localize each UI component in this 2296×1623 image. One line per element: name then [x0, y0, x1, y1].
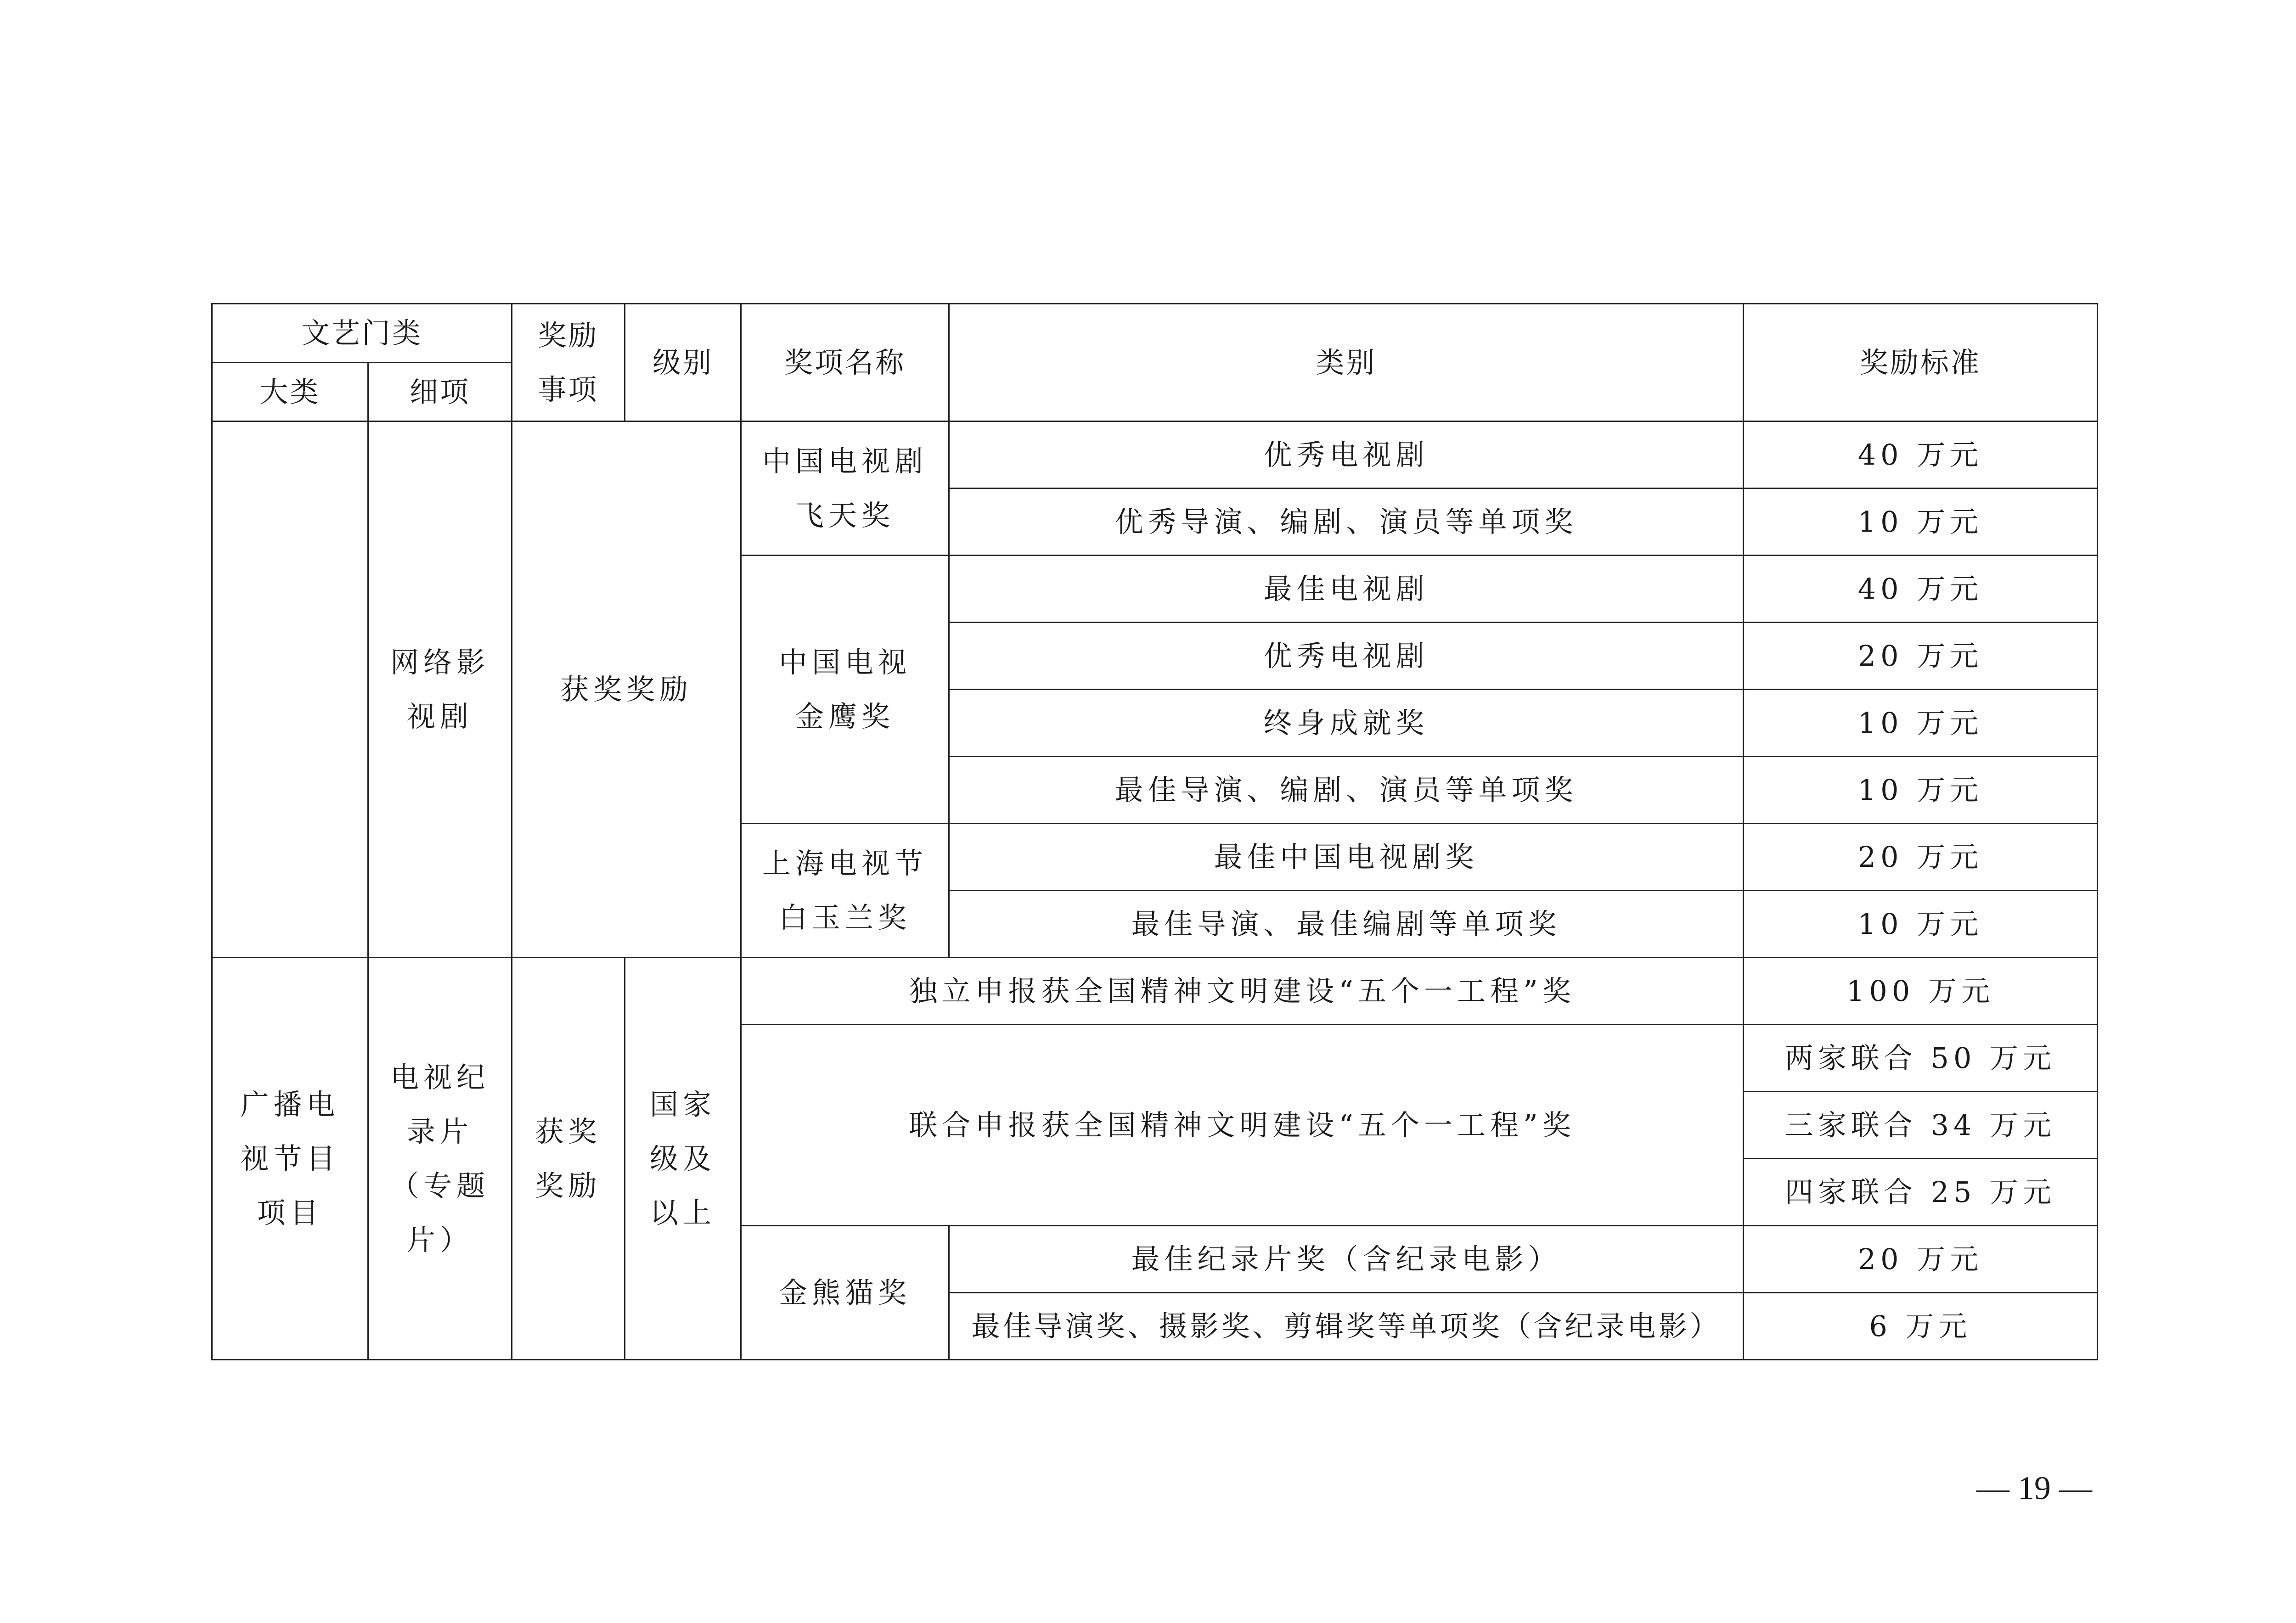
amount-cell: 40 万元 — [1744, 556, 2098, 623]
award-standard-table — [211, 303, 2098, 1360]
category-cell: 最佳导演奖、摄影奖、剪辑奖等单项奖（含纪录电影） — [949, 1293, 1744, 1360]
category-cell: 最佳导演、最佳编剧等单项奖 — [949, 891, 1744, 958]
section2-minor — [368, 958, 512, 1360]
header-award-item-line1: 奖励 — [538, 318, 599, 352]
section2-level — [625, 958, 741, 1360]
section2-minor-line2: 录片 — [407, 1114, 473, 1148]
header-major: 大类 — [212, 363, 368, 421]
header-standard: 奖励标准 — [1744, 304, 2098, 421]
header-minor: 细项 — [368, 363, 512, 421]
amount-cell: 两家联合 50 万元 — [1744, 1025, 2098, 1092]
amount-cell: 10 万元 — [1744, 690, 2098, 757]
amount-cell: 100 万元 — [1744, 958, 2098, 1025]
section2-major-line3: 项目 — [257, 1196, 323, 1230]
section2-minor-line1: 电视纪 — [390, 1060, 490, 1094]
award-name-jinying — [741, 556, 949, 824]
amount-cell: 40 万元 — [1744, 421, 2098, 489]
amount-cell: 6 万元 — [1744, 1293, 2098, 1360]
section2-major — [212, 958, 368, 1360]
award-name-jinying-line2: 金鹰奖 — [795, 699, 895, 733]
section1-minor-line1: 网络影 — [390, 645, 490, 679]
category-cell: 最佳纪录片奖（含纪录电影） — [949, 1226, 1744, 1293]
header-award-name: 奖项名称 — [741, 304, 949, 421]
header-art-category: 文艺门类 — [212, 304, 512, 363]
category-cell: 最佳中国电视剧奖 — [949, 824, 1744, 891]
header-award-item-line2: 事项 — [538, 372, 599, 406]
header-award-item — [512, 304, 625, 421]
header-level: 级别 — [625, 304, 741, 421]
page-number: — 19 — — [1976, 1470, 2092, 1506]
section2-award-item — [512, 958, 625, 1360]
category-cell: 终身成就奖 — [949, 690, 1744, 757]
independent-application-label: 独立申报获全国精神文明建设“五个一工程”奖 — [741, 958, 1744, 1025]
category-cell: 最佳导演、编剧、演员等单项奖 — [949, 757, 1744, 824]
category-cell: 优秀导演、编剧、演员等单项奖 — [949, 489, 1744, 556]
amount-cell: 10 万元 — [1744, 489, 2098, 556]
award-name-jinying-line1: 中国电视 — [779, 645, 912, 679]
section1-major-empty — [212, 421, 368, 958]
section2-minor-line3: （专题 — [390, 1168, 490, 1202]
category-cell: 优秀电视剧 — [949, 623, 1744, 690]
section2-minor-line4: 片） — [407, 1223, 473, 1257]
category-cell: 最佳电视剧 — [949, 556, 1744, 623]
section2-major-line2: 视节目 — [240, 1141, 340, 1175]
section2-award-item-line1: 获奖 — [535, 1114, 602, 1148]
amount-cell: 三家联合 34 万元 — [1744, 1092, 2098, 1159]
category-cell: 优秀电视剧 — [949, 421, 1744, 489]
amount-cell: 20 万元 — [1744, 623, 2098, 690]
amount-cell: 10 万元 — [1744, 891, 2098, 958]
section1-minor-line2: 视剧 — [407, 699, 473, 733]
award-name-baiyulan-line1: 上海电视节 — [762, 846, 928, 880]
joint-application-label: 联合申报获全国精神文明建设“五个一工程”奖 — [741, 1025, 1744, 1226]
amount-cell: 四家联合 25 万元 — [1744, 1159, 2098, 1226]
award-name-feitian-line2: 飞天奖 — [795, 498, 895, 532]
section1-award-item: 获奖奖励 — [512, 421, 741, 958]
section2-level-line2: 级及 — [650, 1141, 716, 1175]
section2-level-line1: 国家 — [650, 1087, 716, 1121]
amount-cell: 20 万元 — [1744, 824, 2098, 891]
award-name-baiyulan-line2: 白玉兰奖 — [779, 900, 912, 934]
award-name-golden-panda: 金熊猫奖 — [741, 1226, 949, 1360]
section2-major-line1: 广播电 — [240, 1087, 340, 1121]
header-category: 类别 — [949, 304, 1744, 421]
award-name-baiyulan — [741, 824, 949, 958]
section2-level-line3: 以上 — [650, 1196, 716, 1230]
section1-minor — [368, 421, 512, 958]
amount-cell: 10 万元 — [1744, 757, 2098, 824]
award-name-feitian-line1: 中国电视剧 — [762, 444, 928, 478]
amount-cell: 20 万元 — [1744, 1226, 2098, 1293]
section2-award-item-line2: 奖励 — [535, 1168, 602, 1202]
award-name-feitian — [741, 421, 949, 556]
